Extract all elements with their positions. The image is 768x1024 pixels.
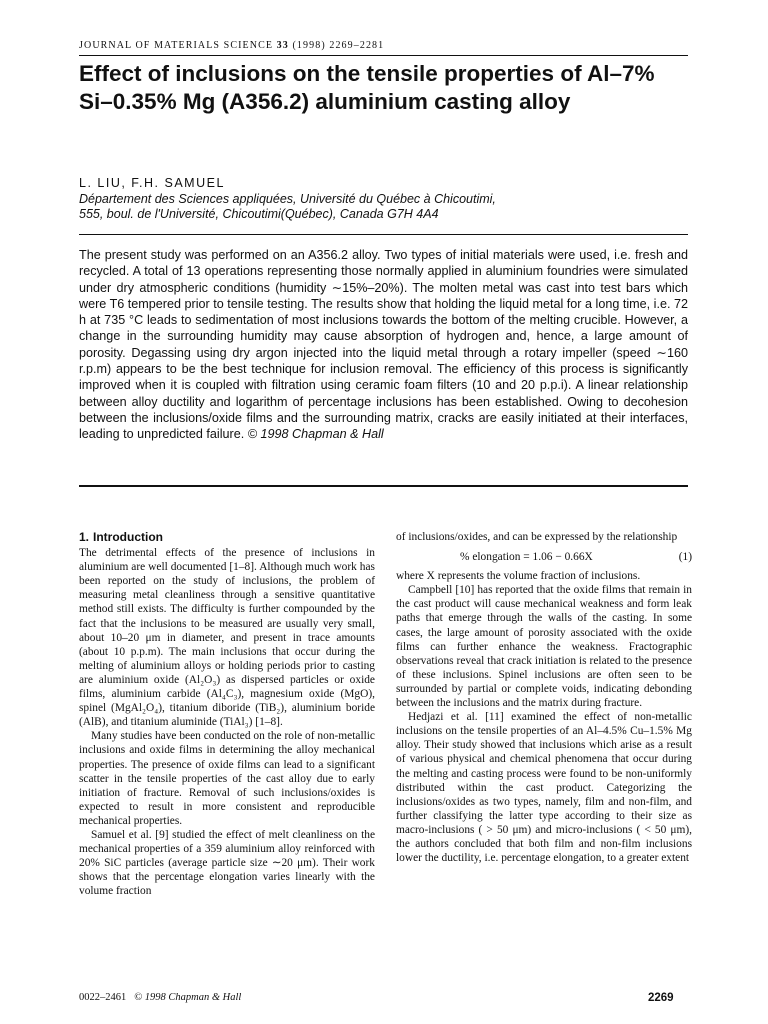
intro-paragraph-7: Hedjazi et al. [11] examined the effect of non-metallic inclusions on the tensile properties of an Al–4.5% Cu–1.5% Mg alloy. Their study showed that inclusions which arise as a result of various physical and chemical phenomena that occur during the melting and casting process were found to be non-uniformly distributed within the cast product. Categorizing the inclusions/oxides as two types, namely, film and non-film, and further classifying the latter type according to their size as macro-inclusions ( > 50 μm) and micro-inclusions ( < 50 μm), the authors concluded that both film and non-film inclusions lower the ductility, i.e. percentage elongation, to a greater extent (396, 711, 692, 865)
footer-copyright: © 1998 Chapman & Hall (134, 992, 242, 1003)
affiliation-line-1: Département des Sciences appliquées, Université du Québec à Chicoutimi, (79, 192, 496, 206)
equation-body: % elongation = 1.06 − 0.66X (460, 551, 593, 564)
intro-paragraph-6: Campbell [10] has reported that the oxide films that remain in the cast product will cause mechanical weakness and form leak paths that emerge through the walls of the casting. In some cases, the large amount of porosity associated with the oxide films can further enhance the weakness. Fractographic observations reveal that crack initiation is related to the presence of these inclusions. Spinel inclusions are often seen to be surrounded by partial or complete voids, indicating debonding between the inclusions and the matrix during fracture. (396, 584, 692, 710)
intro-paragraph-5: where X represents the volume fraction of inclusions. (396, 570, 641, 583)
section-title: Introduction (93, 530, 163, 544)
intro-paragraph-2: Many studies have been conducted on the role of non-metallic inclusions and oxide films in determining the alloy mechanical properties. The presence of oxide films can lead to a significant scatter in the tensile properties of the cast alloy due to early initiation of fracture. Removal of such inclusions/oxides is expected to result in more consistent and reproducible mechanical properties. (79, 730, 375, 827)
affiliation (79, 192, 496, 222)
footer-issn: 0022–2461 (79, 992, 127, 1003)
abstract-text: The present study was performed on an A356.2 alloy. Two types of initial materials were used, i.e. fresh and recycled. A total of 13 operations representing those normally applied in aluminium foundries were simulated under dry atmospheric conditions (humidity ∼15%–20%). The molten metal was cast into test bars which were T6 tempered prior to tensile testing. The results show that holding the liquid metal for a long time, i.e. 72 h at 735 °C leads to sedimentation of most inclusions towards the bottom of the melting crucible. However, a change in the surrounding humidity may cause absorption of hydrogen and, hence, a large amount of porosity. Degassing using dry argon injected into the liquid metal through a rotary impeller (speed ∼160 r.p.m) appears to be the best technique for inclusion removal. The efficiency of this process is significantly improved when it is coupled with filtration using ceramic foam filters (10 and 20 p.p.i). A linear relationship between alloy ductility and logarithm of percentage inclusions has been established. Owing to decohesion between the inclusions/oxide films and the surrounding matrix, cracks are easily initiated at their interfaces, leading to unpredicted failure. (79, 248, 688, 442)
journal-volume: 33 (276, 40, 289, 51)
footer-left (79, 992, 241, 1003)
header-rule (79, 55, 688, 56)
abstract-bottom-rule (79, 485, 688, 487)
section-heading (79, 530, 375, 544)
paper-title: Effect of inclusions on the tensile properties of Al–7% Si–0.35% Mg (A356.2) aluminium casting alloy (79, 61, 655, 114)
journal-header (79, 40, 384, 51)
left-column (79, 530, 375, 898)
abstract (79, 247, 688, 443)
section-number: 1. (79, 530, 90, 544)
authors: L. LIU, F.H. SAMUEL (79, 176, 225, 190)
journal-name: JOURNAL OF MATERIALS SCIENCE (79, 40, 274, 51)
intro-paragraph-1: The detrimental effects of the presence of inclusions in aluminium are well documented [1–8]. Although much work has been reported on the study of inclusions, the problem of measuring metal cleanliness through a sensitive quantitative method still exists. The difficulty is further compounded by the fact that the inclusions to be measured are usually very small, about 10–20 μm in diameter, and present in trace amounts (about 10 p.p.m). The main inclusions that occur during the melting of aluminium alloys or holding periods prior to casting are aluminium oxide (Al₂O₃) as dispersed particles or oxide films, aluminium carbide (Al₄C₃), magnesium oxide (MgO), spinel (MgAl₂O₄), titanium diboride (TiB₂), aluminium boride (AlB), and titanium aluminide (TiAl₃) [1–8]. (79, 547, 375, 729)
journal-year-pages: (1998) 2269–2281 (292, 40, 385, 51)
abstract-top-rule (79, 234, 688, 235)
intro-paragraph-4: of inclusions/oxides, and can be expressed by the relationship (396, 531, 678, 543)
right-column (396, 530, 692, 865)
intro-paragraph-3: Samuel et al. [9] studied the effect of melt cleanliness on the mechanical properties of a 359 aluminium alloy reinforced with 20% SiC particles (average particle size ∼20 μm). Their work shows that the percentage elongation varies linearly with the volume fraction (79, 828, 375, 898)
equation-1 (396, 550, 692, 564)
abstract-copyright: © 1998 Chapman & Hall (247, 427, 384, 442)
affiliation-line-2: 555, boul. de l'Université, Chicoutimi(Québec), Canada G7H 4A4 (79, 207, 439, 221)
equation-number: (1) (678, 551, 692, 564)
page-number: 2269 (648, 992, 674, 1004)
